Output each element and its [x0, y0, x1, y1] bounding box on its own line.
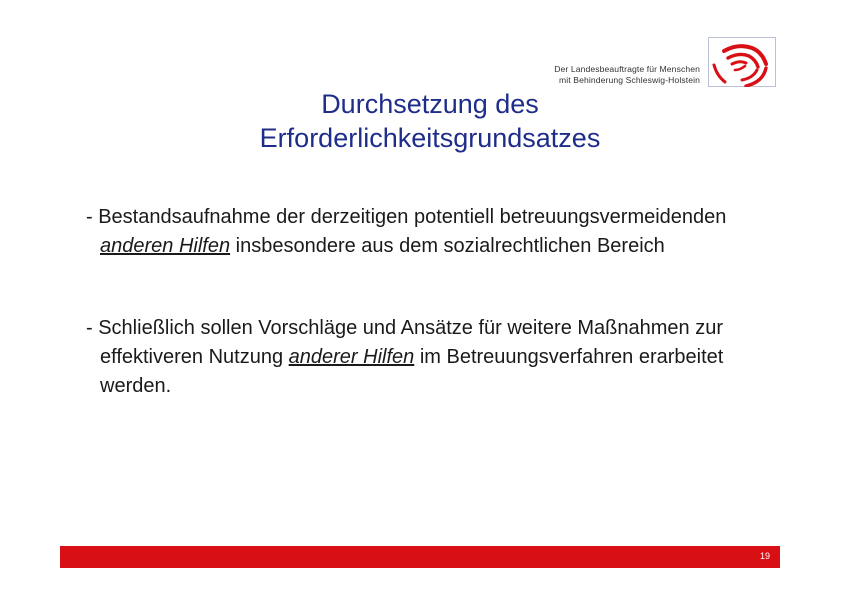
bullet-emphasis: anderen Hilfen [100, 235, 231, 257]
landesbeauftragter-logo-icon [708, 37, 776, 87]
bullet-list [86, 203, 776, 401]
footer-bar [60, 546, 780, 568]
bullet-text: - Bestandsaufnahme der derzeitigen potentiell betreuungsvermeidenden [86, 206, 727, 228]
bullet-item-inventory [86, 203, 776, 261]
organization-name-line1: Der Landesbeauftragte für Menschen [554, 64, 700, 74]
bullet-text: - Schließlich sollen Vorschläge und Ansätze für weitere Maßnahmen zur effektiveren Nutzung [86, 317, 723, 368]
organization-name-line2: mit Behinderung Schleswig-Holstein [559, 75, 700, 85]
slide-title [0, 87, 842, 155]
slide-title-line2: Erforderlichkeitsgrundsatzes [259, 123, 601, 153]
bullet-emphasis: anderer Hilfen [288, 346, 415, 368]
bullet-text: insbesondere aus dem sozialrechtlichen Bereich [230, 235, 665, 257]
bullet-text: im Betreuungsverfahren erarbeitet werden. [100, 346, 724, 397]
page-number: 19 [759, 551, 770, 561]
organization-name [554, 64, 700, 86]
slide-title-line1: Durchsetzung des [321, 89, 539, 119]
bullet-item-proposals [86, 314, 776, 401]
